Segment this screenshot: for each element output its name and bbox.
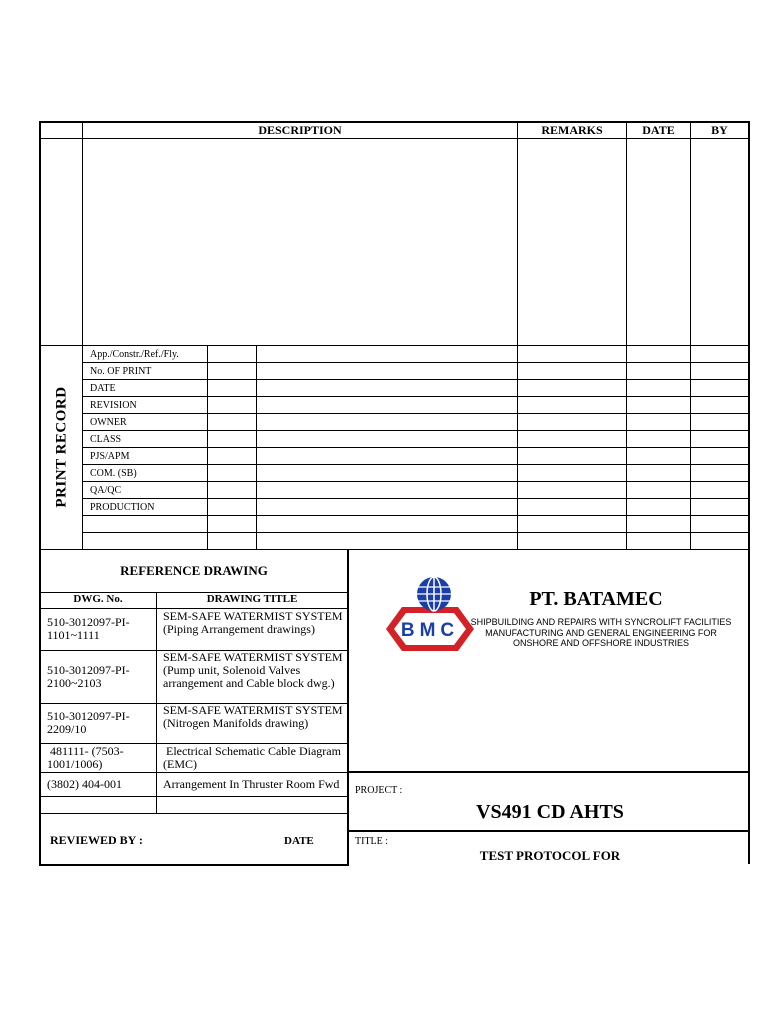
pr-row-line [83, 532, 749, 533]
project-label: PROJECT : [355, 785, 403, 796]
col-divider-remarks [517, 122, 518, 550]
ref-block-bottom [39, 864, 349, 866]
ref-row-dwg: 510-3012097-PI-2209/10 [47, 709, 130, 736]
pr-row-line [83, 481, 749, 482]
pr-row-label: App./Constr./Ref./Fly. [90, 349, 179, 360]
ref-row-title: Electrical Schematic Cable Diagram (EMC) [163, 744, 344, 771]
col-drawing-title: DRAWING TITLE [206, 593, 298, 605]
company-tagline [470, 617, 732, 649]
ref-row-dwg: 481111- (7503-1001/1006) [47, 744, 124, 771]
company-name: PT. BATAMEC [529, 588, 663, 610]
header-remarks: REMARKS [541, 123, 603, 137]
project-top-border [348, 771, 749, 773]
reference-drawing-title: REFERENCE DRAWING [120, 563, 268, 578]
ref-row-title: SEM-SAFE WATERMIST SYSTEM (Pump unit, Solenoid Valves arrangement and Cable block dwg.) [163, 650, 343, 690]
ref-row-title: SEM-SAFE WATERMIST SYSTEM (Nitrogen Manifolds drawing) [163, 703, 343, 730]
ref-row-title: Arrangement In Thruster Room Fwd [163, 777, 340, 791]
page-left-border [39, 121, 41, 865]
pr-row-label: DATE [90, 383, 116, 394]
pr-row-label: COM. (SB) [90, 468, 137, 479]
project-value: VS491 CD AHTS [476, 801, 624, 823]
title-label: TITLE : [355, 836, 389, 847]
ref-row-line [40, 813, 348, 814]
pr-row-label: CLASS [90, 434, 122, 445]
ref-row-line [40, 796, 348, 797]
reviewed-by-label: REVIEWED BY : [50, 833, 143, 847]
pr-row-line [83, 362, 749, 363]
print-record-label: PRINT RECORD [53, 386, 70, 508]
col-divider-left [82, 122, 83, 550]
tagline-line: MANUFACTURING AND GENERAL ENGINEERING FOR [485, 627, 717, 638]
tagline-line: ONSHORE AND OFFSHORE INDUSTRIES [512, 638, 690, 648]
title-value: TEST PROTOCOL FOR [479, 848, 621, 863]
pr-row-label: QA/QC [90, 485, 122, 496]
pr-row-label: PJS/APM [90, 451, 130, 462]
logo-text: BMC [400, 620, 460, 641]
pr-row-line [83, 464, 749, 465]
pr-row-line [83, 379, 749, 380]
header-description: DESCRIPTION [258, 123, 342, 137]
pr-row-line [83, 498, 749, 499]
page-right-border [748, 121, 750, 864]
pr-row-label: No. OF PRINT [90, 366, 152, 377]
ref-row-dwg: 510-3012097-PI-1101~1111 [47, 615, 130, 642]
pr-row-line [83, 430, 749, 431]
pr-row-label: REVISION [90, 400, 137, 411]
header-date: DATE [642, 123, 675, 137]
pr-row-line [83, 447, 749, 448]
ref-block-right-border [347, 550, 349, 865]
pr-row-line [83, 515, 749, 516]
pr-row-line [83, 413, 749, 414]
ref-row-dwg: (3802) 404-001 [47, 777, 122, 791]
header-by: BY [711, 123, 728, 137]
review-date-label: DATE [284, 835, 314, 847]
pr-row-label: PRODUCTION [90, 502, 155, 513]
col-divider-by [690, 122, 691, 550]
title-top-border [348, 830, 749, 832]
ref-row-title: SEM-SAFE WATERMIST SYSTEM (Piping Arrangement drawings) [163, 609, 343, 636]
print-record-top [40, 345, 749, 346]
col-dwg-no: DWG. No. [73, 593, 123, 605]
tagline-line: SHIPBUILDING AND REPAIRS WITH SYNCROLIFT FACILITIES [470, 617, 732, 627]
ref-row-dwg: 510-3012097-PI-2100~2103 [47, 663, 130, 690]
header-row-bottom [40, 138, 749, 139]
col-divider-date [626, 122, 627, 550]
bmc-logo [384, 573, 476, 653]
print-record-bottom [40, 549, 749, 550]
ref-row-line [40, 772, 348, 773]
pr-row-label: OWNER [90, 417, 127, 428]
pr-row-line [83, 396, 749, 397]
